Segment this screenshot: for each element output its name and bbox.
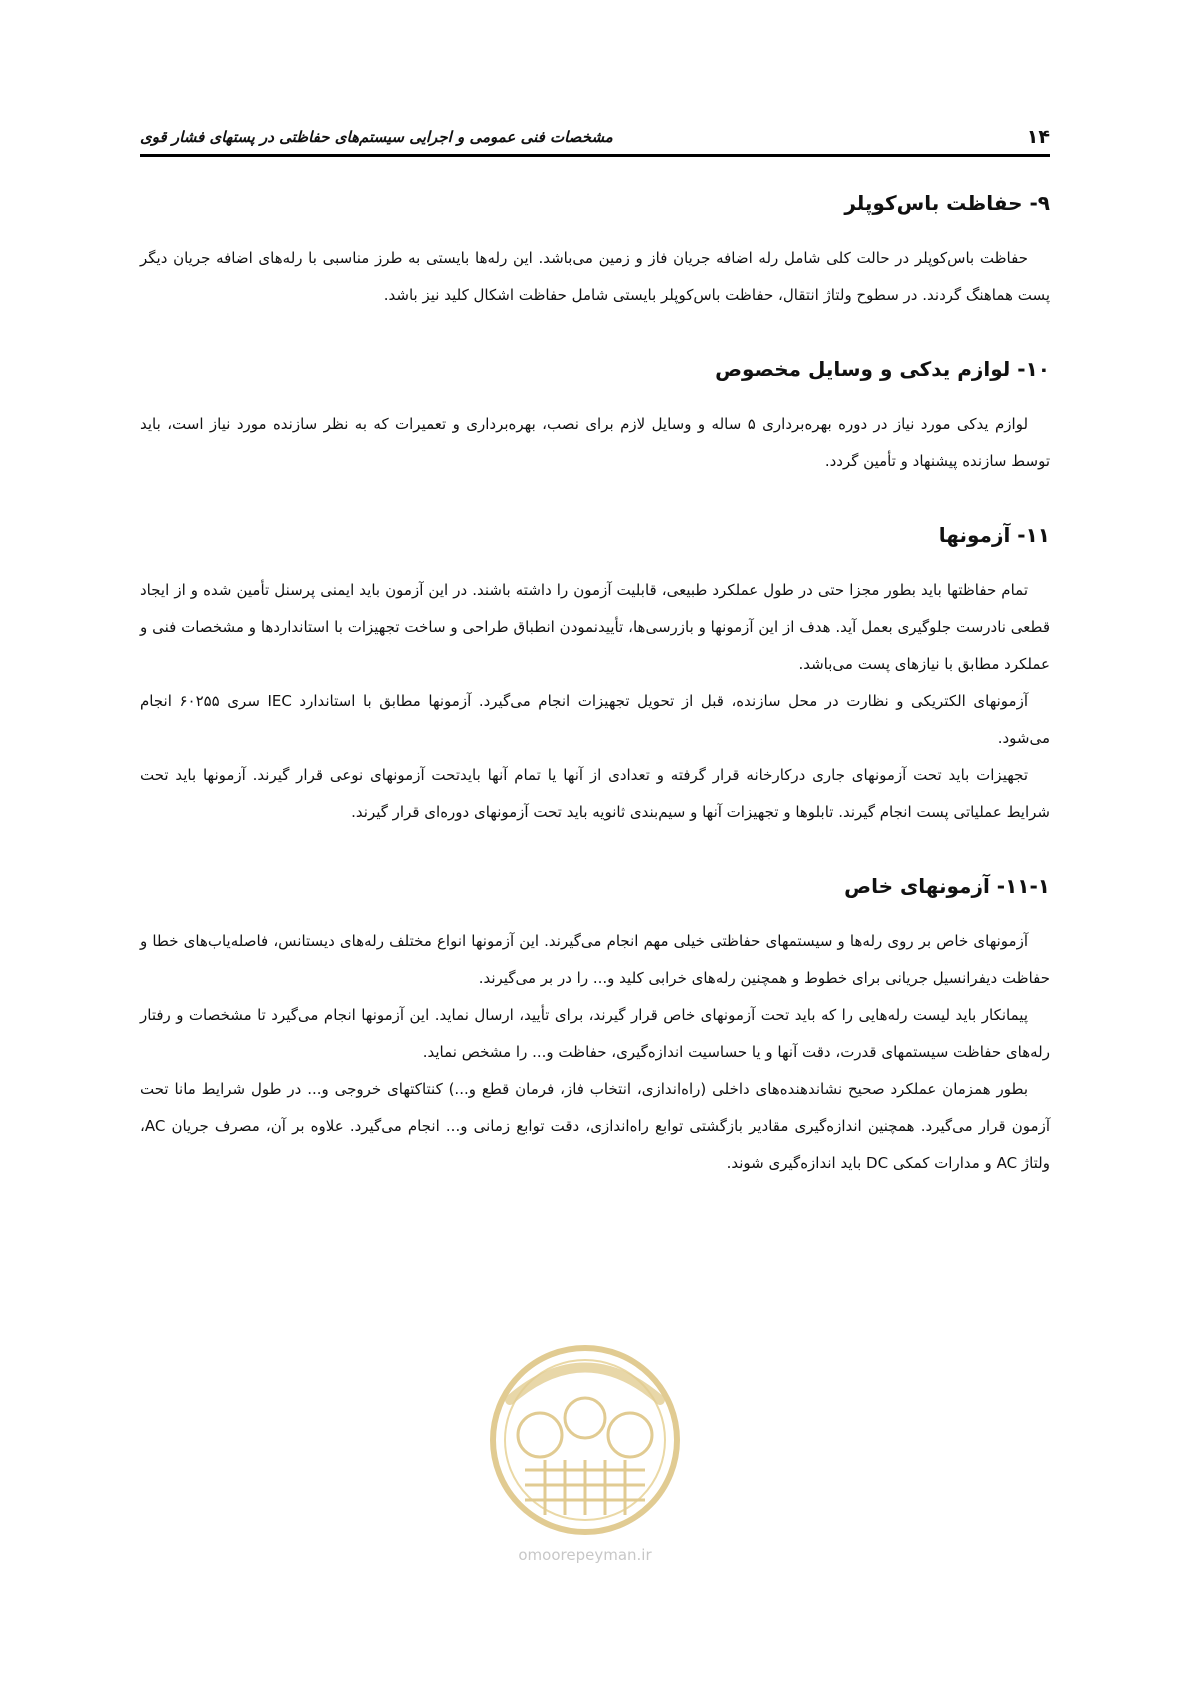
page-body (140, 190, 1050, 1224)
paragraph: حفاظت باس‌کوپلر در حالت کلی شامل رله اضافه جریان فاز و زمین می‌باشد. این رله‌ها بایستی به طرز مناسبی با رله‌های اضافه جریان دیگر پست هماهنگ گردند. در سطوح ولتاژ انتقال، حفاظت باس‌کوپلر بایستی شامل حفاظت اشکال کلید نیز باشد. (140, 249, 1050, 304)
paragraph: بطور همزمان عملکرد صحیح نشاندهنده‌های داخلی (راه‌اندازی، انتخاب فاز، فرمان قطع و...) کنتاکتهای خروجی و... در طول شرایط مانا تحت آزمون قرار می‌گیرد. همچنین اندازه‌گیری مقادیر بازگشتی توابع راه‌اندازی، دقت توابع زمانی و... انجام می‌گیرد. علاوه بر آن، مصرف جریان AC، ولتاژ AC و مدارات کمکی DC باید اندازه‌گیری شوند. (140, 1080, 1050, 1172)
section-9 (140, 190, 1050, 314)
paragraph: تجهیزات باید تحت آزمونهای جاری درکارخانه قرار گرفته و تعدادی از آنها یا تمام آنها بایدتحت آزمونهای نوعی قرار گیرند. آزمونها باید تحت شرایط عملیاتی پست انجام گیرند. تابلوها و تجهیزات آنها و سیم‌بندی ثانویه باید تحت آزمونهای دوره‌ای قرار گیرند. (140, 766, 1050, 821)
page-header (140, 120, 1050, 157)
section-11-1 (140, 873, 1050, 1182)
watermark-url: omoorepeyman.ir (518, 1546, 652, 1564)
section-heading: ۱۰- لوازم یدکی و وسایل مخصوص (715, 357, 1050, 381)
section-10 (140, 356, 1050, 480)
paragraph: تمام حفاظتها باید بطور مجزا حتی در طول عملکرد طبیعی، قابلیت آزمون را داشته باشند. در این آزمون باید ایمنی پرسنل تأمین شده و از ایجاد قطعی نادرست جلوگیری بعمل آید. هدف از این آزمونها و بازرسی‌ها، تأییدنمودن انطباق طراحی و ساخت تجهیزات با استانداردها و مشخصات فنی و عملکرد مطابق با نیازهای پست می‌باشد. (140, 581, 1050, 673)
section-heading: ۱۱-۱- آزمونهای خاص (844, 874, 1050, 898)
section-heading: ۱۱- آزمونها (938, 523, 1050, 547)
page-number: ۱۴ (1026, 126, 1050, 148)
section-11 (140, 522, 1050, 831)
section-heading: ۹- حفاظت باس‌کوپلر (844, 191, 1050, 215)
paragraph: آزمونهای خاص بر روی رله‌ها و سیستمهای حفاظتی خیلی مهم انجام می‌گیرند. این آزمونها انواع مختلف رله‌های دیستانس، فاصله‌یاب‌های خطا و حفاظت دیفرانسیل جریانی برای خطوط و همچنین رله‌های خرابی کلید و... را در بر می‌گیرند. (140, 932, 1050, 987)
paragraph: آزمونهای الکتریکی و نظارت در محل سازنده، قبل از تحویل تجهیزات انجام می‌گیرد. آزمونها مطابق با استاندارد IEC سری ۶۰۲۵۵ انجام می‌شود. (140, 692, 1050, 747)
watermark-logo-icon (470, 1340, 700, 1540)
watermark (470, 1340, 700, 1580)
paragraph: لوازم یدکی مورد نیاز در دوره بهره‌برداری ۵ ساله و وسایل لازم برای نصب، بهره‌برداری و تعمیرات که به نظر سازنده مورد نیاز است، باید توسط سازنده پیشنهاد و تأمین گردد. (140, 415, 1050, 470)
header-title: مشخصات فنی عمومی و اجرایی سیستم‌های حفاظتی در پستهای فشار قوی (140, 128, 613, 146)
paragraph: پیمانکار باید لیست رله‌هایی را که باید تحت آزمونهای خاص قرار گیرند، برای تأیید، ارسال نماید. این آزمونها انجام می‌گیرد تا مشخصات و رفتار رله‌های حفاظت سیستمهای قدرت، دقت آنها و یا حساسیت اندازه‌گیری، حفاظت و... را مشخص نماید. (140, 1006, 1050, 1061)
